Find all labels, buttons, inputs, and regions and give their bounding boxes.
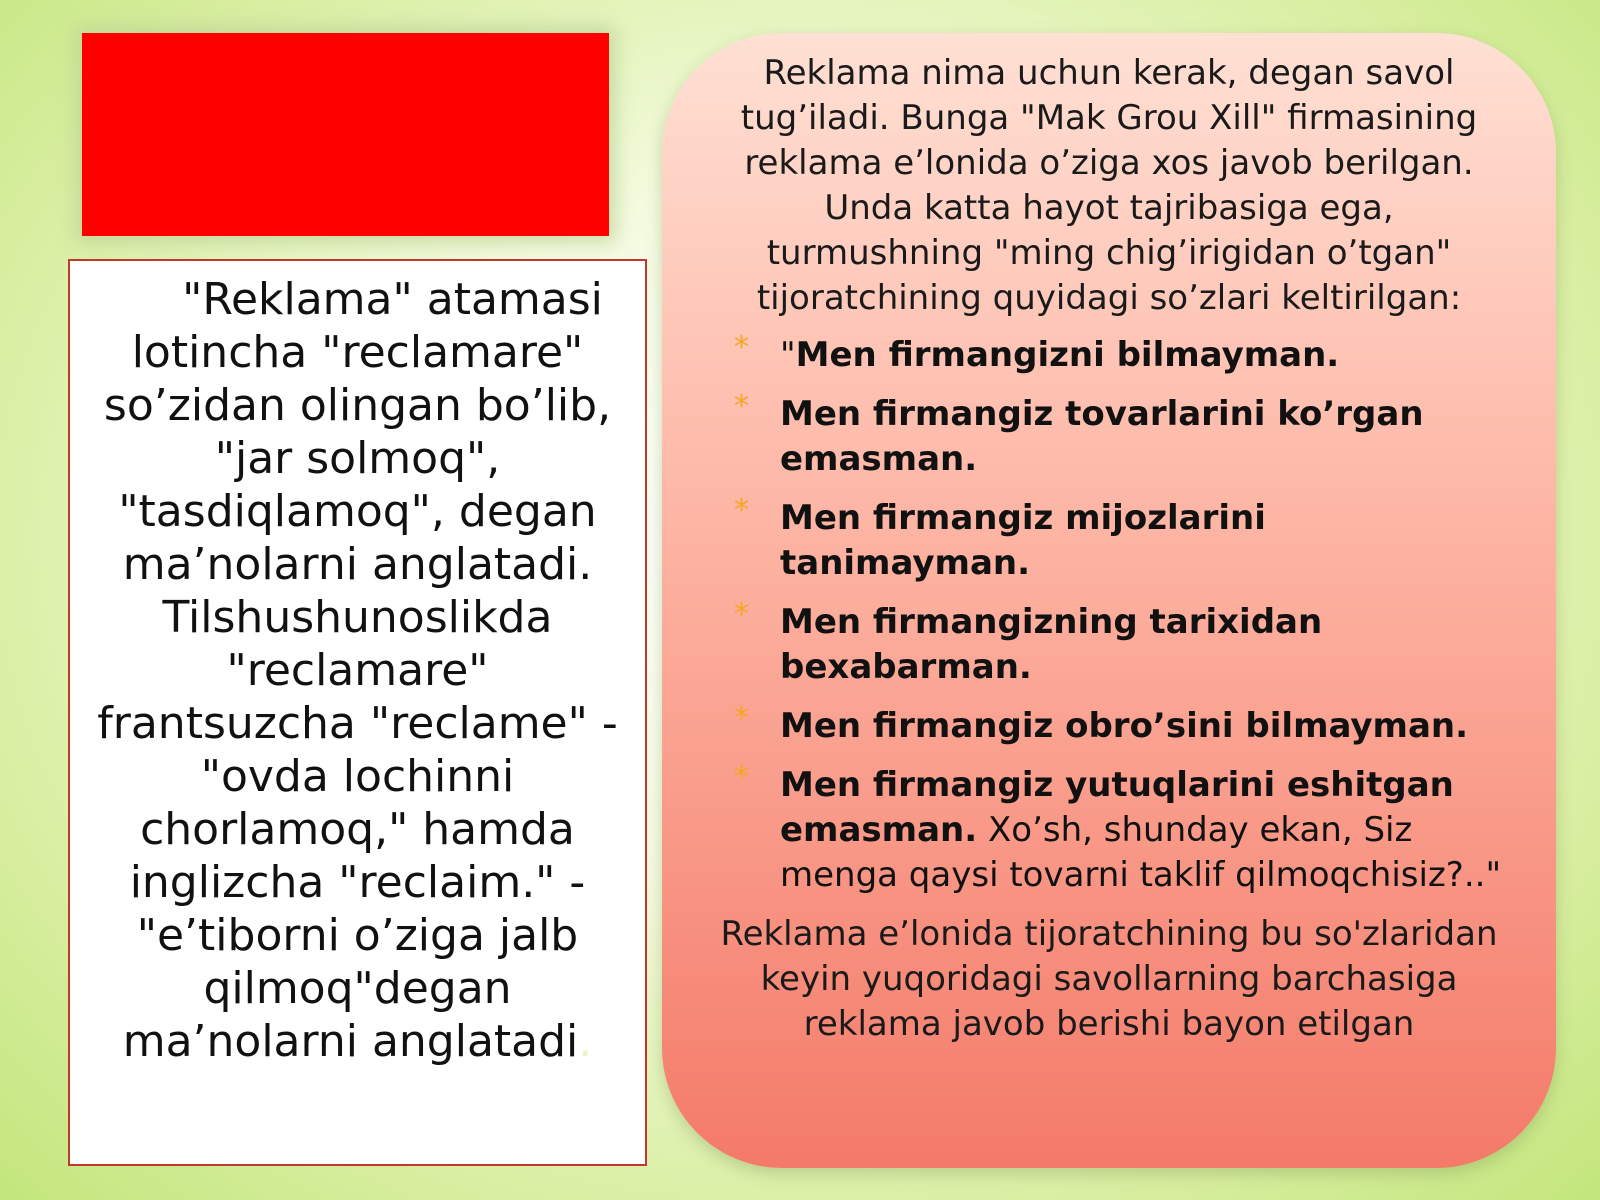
definition-line: ma’nolarni anglatadi: [122, 1016, 579, 1067]
asterisk-bullet-icon: *: [734, 493, 749, 528]
definition-line: "Reklama" atamasi: [182, 274, 603, 325]
asterisk-bullet-icon: *: [734, 597, 749, 632]
quote-bullet-bold: Men firmangiz tovarlarini ko’rgan emasman.: [780, 394, 1424, 479]
quote-bullet-prefix: ": [780, 335, 796, 375]
definition-line: "jar solmoq",: [214, 433, 501, 484]
quote-bullet: [712, 760, 1506, 898]
definition-text: [84, 273, 631, 1068]
definition-line: chorlamoq," hamda: [140, 804, 575, 855]
definition-line: ma’nolarni anglatadi.: [122, 539, 593, 590]
definition-text-box: [68, 259, 647, 1166]
definition-line: qilmoq"degan: [203, 963, 512, 1014]
quote-bullet-bold: Men firmangiz obro’sini bilmayman.: [780, 706, 1469, 746]
quote-bullet: [712, 493, 1506, 586]
trailing-dot: .: [578, 1016, 593, 1067]
quote-bullet: [712, 389, 1506, 482]
asterisk-bullet-icon: *: [734, 760, 749, 795]
definition-line: Tilshushunoslikda: [162, 592, 553, 643]
definition-line: "tasdiqlamoq", degan: [118, 486, 597, 537]
quote-bullet: [712, 597, 1506, 690]
definition-line: "ovda lochinni: [200, 751, 515, 802]
asterisk-bullet-icon: *: [734, 701, 749, 736]
quote-bullet: [712, 330, 1506, 378]
outro-paragraph: Reklama e’lonida tijoratchining bu so'zlaridan keyin yuqoridagi savollarning barchasiga reklama javob berishi bayon etilgan: [720, 914, 1498, 1044]
quote-bullet-plain: Xo’sh, shunday ekan, Siz menga qaysi tovarni taklif qilmoqchisiz?..": [780, 810, 1502, 895]
definition-line: "reclamare": [226, 645, 489, 696]
quote-panel: [662, 33, 1556, 1168]
quote-bullet-bold: Men firmangizning tarixidan bexabarman.: [780, 602, 1323, 687]
intro-paragraph: Reklama nima uchun kerak, degan savol tug’iladi. Bunga "Mak Grou Xill" firmasining reklama e’lonida o’ziga xos javob berilgan. Unda katta hayot tajribasiga ega, turmushning "ming chig’irigidan o’tgan" tijoratchining quyidagi so’zlari keltirilgan:: [740, 53, 1478, 318]
definition-line: so’zidan olingan bo’lib,: [103, 380, 612, 431]
quote-bullet-list: [712, 330, 1506, 898]
definition-line: lotincha "reclamare": [131, 327, 584, 378]
quote-bullet-bold: Men firmangiz yutuqlarini eshitgan emasman.: [780, 765, 1454, 850]
quote-bullet-bold: Men firmangiz mijozlarini tanimayman.: [780, 498, 1266, 583]
quote-bullet: [712, 701, 1506, 749]
definition-line: frantsuzcha "reclame" -: [97, 698, 618, 749]
quote-bullet-bold: Men firmangizni bilmayman.: [795, 335, 1340, 375]
definition-line: "e’tiborni o’ziga jalb: [136, 910, 579, 961]
asterisk-bullet-icon: *: [734, 330, 749, 365]
title-placeholder-box: [82, 33, 609, 236]
asterisk-bullet-icon: *: [734, 389, 749, 424]
definition-line: inglizcha "reclaim." -: [129, 857, 586, 908]
